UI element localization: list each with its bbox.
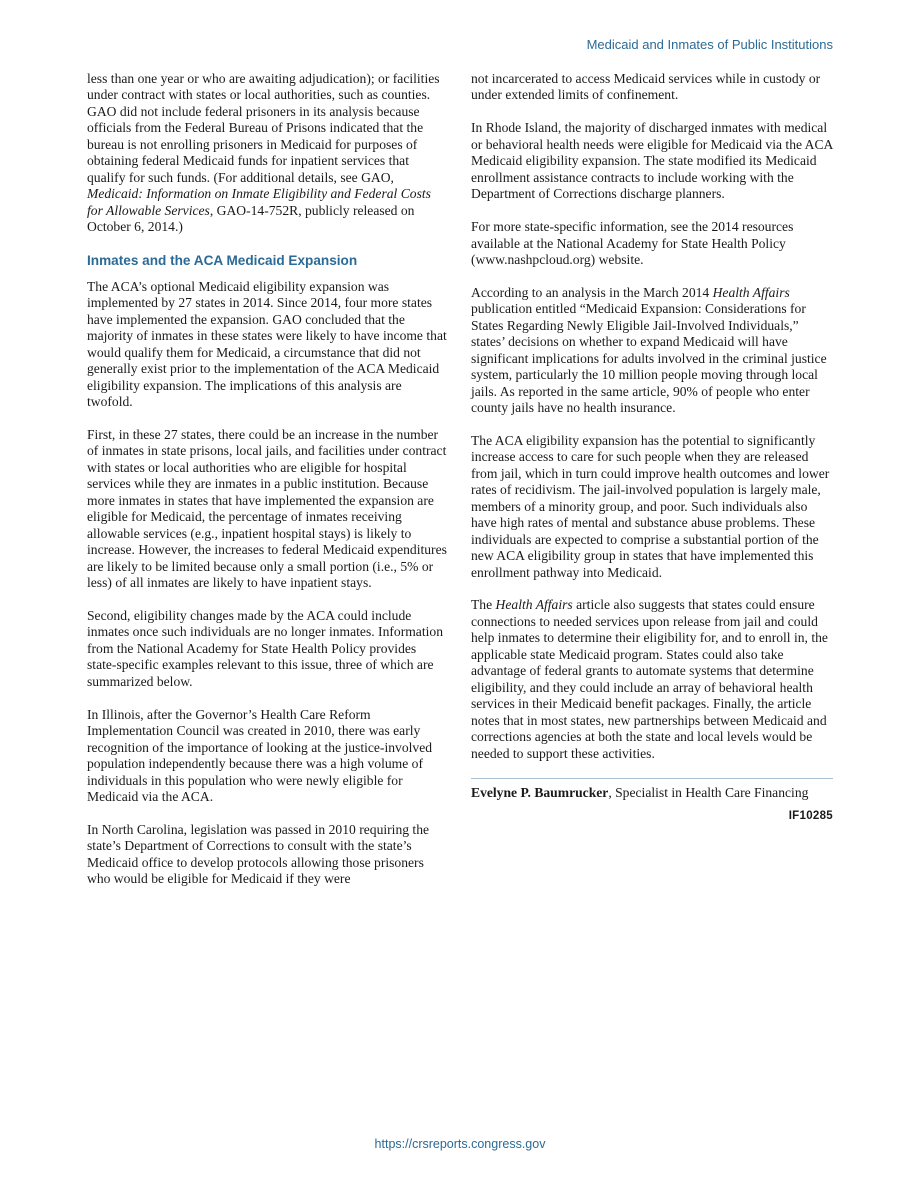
running-header: Medicaid and Inmates of Public Institutions: [586, 37, 833, 52]
left-column: [87, 71, 449, 904]
author-credit: [471, 785, 833, 801]
paragraph-nashp-resources: For more state-specific information, see the 2014 resources available at the National Academy for State Health Policy (www.nashpcloud.org) website.: [471, 219, 794, 267]
footer-url[interactable]: https://crsreports.congress.gov: [374, 1137, 546, 1151]
right-column: [471, 71, 833, 824]
paragraph-second-implication: Second, eligibility changes made by the ACA could include inmates once such individuals are no longer inmates. Information from the National Academy for State Health Policy provides state-specific examples relevant to this issue, three of which are summarized below.: [87, 608, 443, 689]
gao-report-title: Medicaid: Information on Inmate Eligibility and Federal Costs for Allowable Services: [87, 186, 431, 218]
paragraph-aca-expansion: The ACA’s optional Medicaid eligibility expansion was implemented by 27 states in 2014. Since 2014, four more states have implemented the expansion. GAO concluded that the majority of inmates in these states were likely to have income that would qualify them for Medicaid, a circumstance that did not generally exist prior to the implementation of the ACA Medicaid eligibility expansion. The implications of this analysis are twofold.: [87, 278, 447, 410]
paragraph-north-carolina: In North Carolina, legislation was passed in 2010 requiring the state’s Department of Corrections to consult with the state’s Medicaid office to develop protocols allowing those prisoners who would be eligible for Medicaid if they were: [87, 821, 430, 887]
author-divider: [471, 778, 833, 779]
paragraph-north-carolina-cont: not incarcerated to access Medicaid services while in custody or under extended limits of confinement.: [471, 71, 821, 103]
paragraph-illinois: In Illinois, after the Governor’s Health Care Reform Implementation Council was created in 2010, there was early recognition of the importance of looking at the justice-involved population independently because there was a high volume of individuals in this population who were newly eligible for Medicaid via the ACA.: [87, 706, 433, 804]
document-id: IF10285: [788, 809, 833, 822]
paragraph-first-implication: First, in these 27 states, there could be an increase in the number of inmates in state prisons, local jails, and facilities under contract with states or local authorities who are eligible for hospital services while they are inmates in a public institution. Because more inmates in states that have implemented the expansion are eligible for Medicaid, the percentage of inmates receiving allowable services (e.g., inpatient hospital stays) is likely to increase. However, the increases to federal Medicaid expenditures are likely to be limited because only a small portion (i.e., 5% or less) of all inmates are likely to have inpatient stays.: [87, 427, 447, 591]
paragraph-rhode-island: In Rhode Island, the majority of discharged inmates with medical or behavioral health needs were eligible for Medicaid via the ACA Medicaid eligibility expansion. The state modified its Medicaid enrollment assistance contracts to include working with the Department of Corrections discharge planners.: [471, 120, 833, 202]
journal-title: Health Affairs: [495, 597, 573, 613]
author-title: , Specialist in Health Care Financing: [608, 785, 809, 801]
paragraph-expansion-potential: The ACA eligibility expansion has the potential to significantly increase access to care for such people when they are released from jail, which in turn could improve health outcomes and lower rates of recidivism. The jail-involved population is largely male, members of a minority group, and poor. Such individuals also have high rates of mental and substance abuse problems. These individuals are expected to comprise a substantial portion of the new ACA eligibility group in states that have implemented this enrollment pathway into Medicaid.: [471, 432, 830, 580]
paragraph-health-affairs-suggestions: The Health Affairs article also suggests that states could ensure connections to needed services upon release from jail and could help inmates to determine their eligibility for, and to enroll in, the applicable state Medicaid program. States could also take advantage of federal grants to automate systems that determine eligibility, and they could include an array of behavioral health services in their Medicaid benefit packages. Finally, the article notes that in most states, new partnerships between Medicaid and corrections agencies at both the state and local levels would be needed to support these activities.: [471, 597, 828, 761]
author-name: Evelyne P. Baumrucker: [471, 785, 609, 801]
paragraph-health-affairs-analysis: According to an analysis in the March 2014 Health Affairs publication entitled “Medicaid Expansion: Considerations for States Regarding Newly Eligible Jail-Involved Individuals,” states’ decisions on whether to expand Medicaid will have significant implications for adults involved in the criminal justice system, particularly the 10 million people moving through local jails. As reported in the same article, 90% of people who enter county jails have no health insurance.: [471, 284, 827, 416]
paragraph-gao-scope: less than one year or who are awaiting adjudication); or facilities under contract with states or local authorities, such as counties. GAO did not include federal prisoners in its analysis because officials from the Federal Bureau of Prisons indicated that the bureau is not enrolling prisoners in Medicaid for purposes of obtaining federal Medicaid funds for inpatient services that qualify for such funds. (For additional details, see GAO, Medicaid: Information on Inmate Eligibility and Federal Costs for Allowable Services, GAO-14-752R, publicly released on October 6, 2014.): [87, 71, 440, 235]
journal-title: Health Affairs: [712, 284, 790, 300]
section-heading: Inmates and the ACA Medicaid Expansion: [87, 252, 358, 268]
